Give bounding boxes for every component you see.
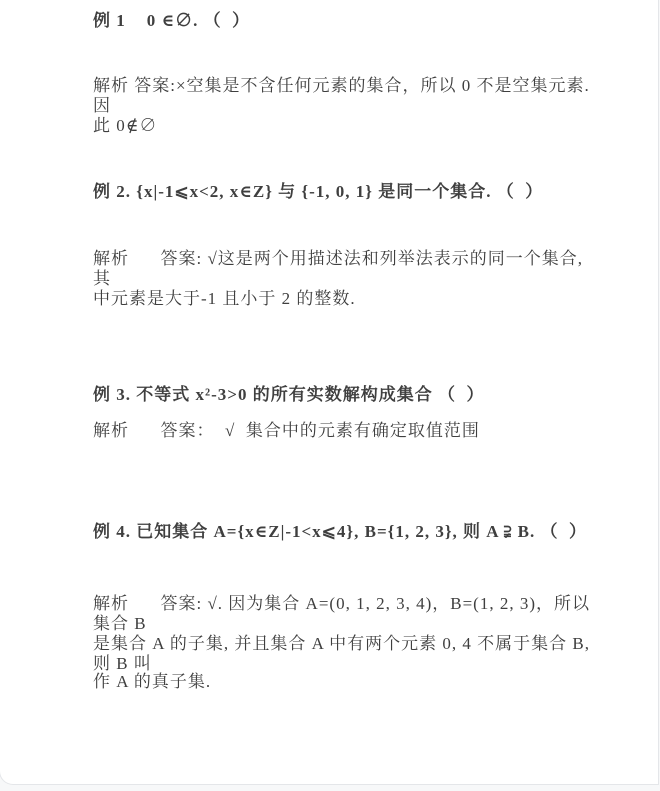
example-3-question: 例 3. 不等式 x²-3>0 的所有实数解构成集合 （ ） [93, 385, 485, 404]
example-4-analysis-line-2: 是集合 A 的子集, 并且集合 A 中有两个元素 0, 4 不属于集合 B, 则 B 叫 [93, 634, 596, 673]
example-3-analysis-line-1: 解析 答案： √ 集合中的元素有确定取值范围 [93, 421, 480, 440]
example-2-analysis-line-2: 中元素是大于-1 且小于 2 的整数. [93, 289, 356, 308]
example-4-analysis-line-3: 作 A 的真子集. [93, 672, 212, 691]
example-4-analysis-line-1: 解析 答案: √. 因为集合 A=(0, 1, 2, 3, 4)，B=(1, 2, 3)，所以集合 B [93, 594, 590, 633]
example-4-question: 例 4. 已知集合 A={x∈Z|-1<x⩽4}, B={1, 2, 3}, 则 A ⫌ B. （ ） [93, 522, 587, 541]
example-1-analysis-line-1: 解析 答案:×空集是不含任何元素的集合，所以 0 不是空集元素. 因 [93, 76, 596, 115]
example-2-question: 例 2. {x|-1⩽x<2, x∈Z} 与 {-1, 0, 1} 是同一个集合. （ ） [93, 182, 544, 201]
example-1-analysis-line-2: 此 0∉∅ [93, 116, 158, 135]
example-1-question: 例 1 0 ∈∅. （ ） [93, 11, 251, 30]
example-2-analysis-line-1: 解析 答案: √这是两个用描述法和列举法表示的同一个集合, 其 [93, 249, 589, 288]
